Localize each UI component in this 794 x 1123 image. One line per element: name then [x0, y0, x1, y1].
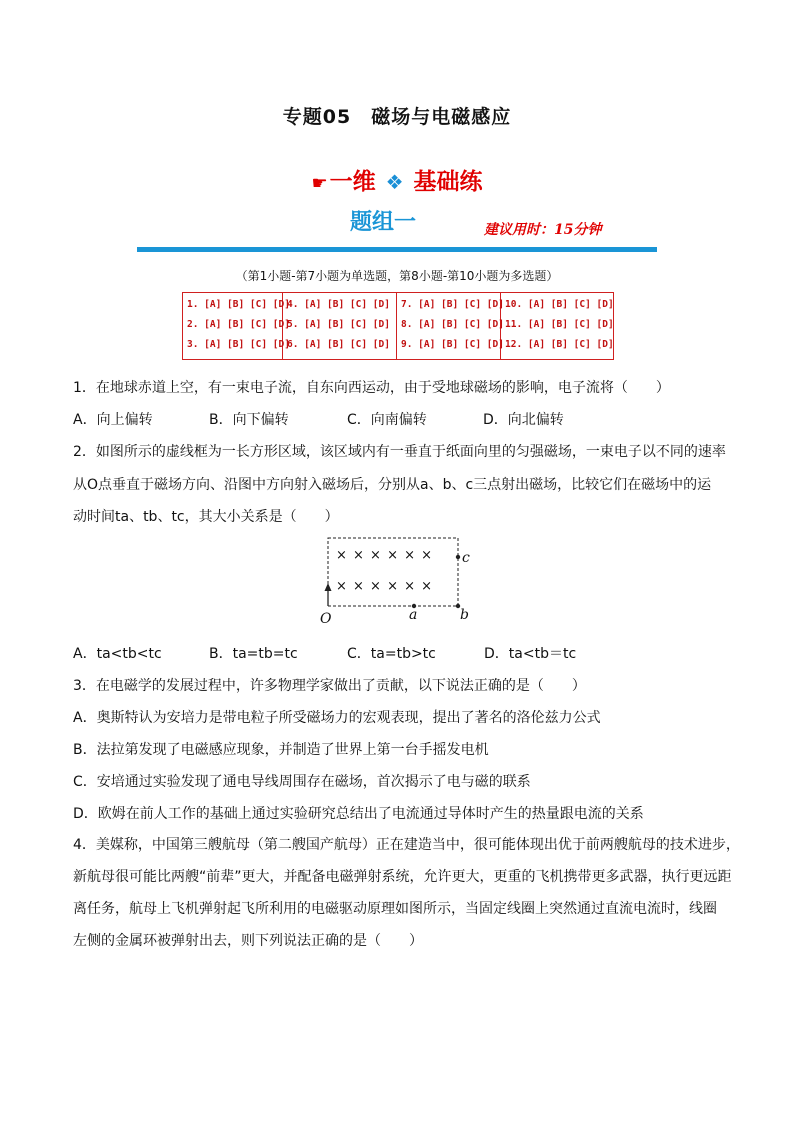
- label-a: a: [409, 607, 418, 623]
- q3-option-d[interactable]: D．欧姆在前人工作的基础上通过实验研究总结出了电流通过导体时产生的热量跟电流的关系: [73, 806, 644, 822]
- q2-line-2: 从O点垂直于磁场方向、沿图中方向射入磁场后，分别从a、b、c三点射出磁场，比较它们在磁场中的运: [73, 477, 712, 493]
- hand-pointer-icon: ☛: [311, 173, 328, 194]
- q2-option-d[interactable]: D．ta<tb＝tc: [484, 646, 577, 662]
- magnetic-field-figure: [318, 535, 488, 631]
- q2-line-3: 动时间ta、tb、tc，其大小关系是（ ）: [73, 509, 339, 525]
- four-diamond-icon: ❖: [385, 170, 404, 194]
- point-c-dot: [456, 555, 460, 559]
- q4-line-3: 离任务，航母上飞机弹射起飞所利用的电磁驱动原理如图所示，当固定线圈上突然通过直流电流时，线圈: [73, 901, 717, 917]
- answer-row[interactable]: 5. [A] [B] [C] [D]: [287, 319, 390, 330]
- answer-row[interactable]: 9. [A] [B] [C] [D]: [401, 339, 504, 350]
- answer-row[interactable]: 11. [A] [B] [C] [D]: [505, 319, 614, 330]
- q1-option-c[interactable]: C．向南偏转: [347, 412, 427, 428]
- answer-column: [501, 293, 614, 359]
- q3-option-b[interactable]: B．法拉第发现了电磁感应现象，并制造了世界上第一台手摇发电机: [73, 742, 489, 758]
- answer-row[interactable]: 12. [A] [B] [C] [D]: [505, 339, 614, 350]
- answer-row[interactable]: 6. [A] [B] [C] [D]: [287, 339, 390, 350]
- q1-option-a[interactable]: A．向上偏转: [73, 412, 153, 428]
- group-label: 题组一: [350, 210, 417, 235]
- answer-row[interactable]: 1. [A] [B] [C] [D]: [187, 299, 290, 310]
- banner-left-text: 一维: [329, 169, 376, 195]
- arrow-head-icon: [325, 583, 332, 591]
- answer-row[interactable]: 10. [A] [B] [C] [D]: [505, 299, 614, 310]
- q2-option-b[interactable]: B．ta=tb=tc: [209, 646, 298, 662]
- answer-column: [183, 293, 290, 359]
- label-o: O: [320, 611, 332, 627]
- q1-options: [73, 409, 564, 429]
- answer-row[interactable]: 7. [A] [B] [C] [D]: [401, 299, 504, 310]
- q2-option-a[interactable]: A．ta<tb<tc: [73, 646, 162, 662]
- q3-option-a[interactable]: A．奥斯特认为安培力是带电粒子所受磁场力的宏观表现，提出了著名的洛伦兹力公式: [73, 710, 601, 726]
- q4-line-4: 左侧的金属环被弹射出去，则下列说法正确的是（ ）: [73, 933, 423, 949]
- answer-sheet: [182, 292, 614, 360]
- q1-option-b[interactable]: B．向下偏转: [209, 412, 289, 428]
- section-banner: [0, 163, 794, 196]
- banner-right-text: 基础练: [413, 169, 483, 195]
- q1-option-d[interactable]: D．向北偏转: [483, 412, 564, 428]
- answer-column: [283, 293, 397, 359]
- q3-stem: 3．在电磁学的发展过程中，许多物理学家做出了贡献，以下说法正确的是（ ）: [73, 678, 586, 694]
- q2-options: [73, 643, 576, 663]
- label-b: b: [460, 607, 469, 623]
- label-c: c: [462, 550, 470, 566]
- q2-option-c[interactable]: C．ta=tb>tc: [347, 646, 436, 662]
- answer-row[interactable]: 2. [A] [B] [C] [D]: [187, 319, 290, 330]
- answer-row[interactable]: 8. [A] [B] [C] [D]: [401, 319, 504, 330]
- q3-option-c[interactable]: C．安培通过实验发现了通电导线周围存在磁场，首次揭示了电与磁的联系: [73, 774, 531, 790]
- answer-row[interactable]: 4. [A] [B] [C] [D]: [287, 299, 390, 310]
- answer-column: [397, 293, 504, 359]
- answer-row[interactable]: 3. [A] [B] [C] [D]: [187, 339, 290, 350]
- divider-rule: [137, 247, 657, 252]
- q4-line-1: 4．美媒称，中国第三艘航母（第二艘国产航母）正在建造当中，很可能体现出优于前两艘航母的技术进步，: [73, 837, 740, 853]
- page-title: 专题05 磁场与电磁感应: [282, 106, 512, 128]
- question-type-note: （第1小题-第7小题为单选题，第8小题-第10小题为多选题）: [235, 269, 559, 283]
- q1-stem: 1．在地球赤道上空，有一束电子流，自东向西运动，由于受地球磁场的影响，电子流将（ ）: [73, 380, 670, 396]
- field-crosses-row-2: × × × × × ×: [336, 579, 434, 594]
- field-crosses-row-1: × × × × × ×: [336, 548, 434, 563]
- q2-line-1: 2．如图所示的虚线框为一长方形区域，该区域内有一垂直于纸面向里的匀强磁场，一束电子以不同的速率: [73, 444, 726, 460]
- q4-line-2: 新航母很可能比两艘“前辈”更大，并配备电磁弹射系统，允许更大，更重的飞机携带更多武器，执行更远距: [73, 869, 732, 885]
- suggested-time: 建议用时：15分钟: [484, 222, 602, 238]
